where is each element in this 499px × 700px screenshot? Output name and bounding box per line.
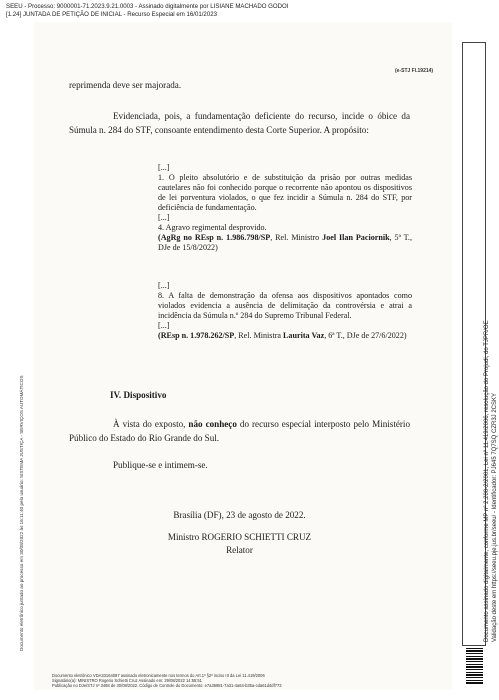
validation-line-1: Documento assinado digitalmente, conforme MP nº 2.200-2/2001, Lei nº 11.419/2006, resolução do Projudi, do TJPR/OE xyxy=(484,320,490,642)
left-vertical-note: Documento eletrônico juntado ao processo em 30/08/2022 às 16:11:40 pelo usuário: SISTEMA JUSTIÇA - SERVIÇOS AUTOMÁTICOS xyxy=(19,375,24,651)
page-stamp: (e-STJ Fl.19214) xyxy=(395,68,434,74)
quote-2-open: [...] xyxy=(158,281,170,290)
validation-line-2: Validação deste em https://seeu.pje.jus.br/seeu/ - Identificador: PJ645 7Q7SQ CZR3J 2CSKY xyxy=(492,392,498,642)
paragraph-2: Evidenciada, pois, a fundamentação deficiente do recurso, incide o óbice da Súmula n. 284 do STF, consoante entendimento desta Corte Superior. A propósito: xyxy=(69,111,410,135)
paragraph-3-end: do recurso especial interposto pelo Ministério Público do Estado do Rio Grande do Sul. xyxy=(69,419,410,443)
quote-block-2 xyxy=(158,281,412,341)
signer-role: Relator xyxy=(226,545,253,555)
paragraph-3-bold: não conheço xyxy=(188,419,237,429)
citation-1-date: , 5ª T., DJe de 15/8/2022) xyxy=(158,233,412,252)
footer-line-1: Documento eletrônico VDA33164097 assinado eletronicamente nos termos do Art.1º §2º inciso III da Lei 11.419/2006 xyxy=(52,673,265,678)
right-vertical-note xyxy=(483,320,499,642)
citation-1-judge: Joel Ilan Paciornik xyxy=(322,233,390,242)
footer-line-3: Publicação no DJe/STJ nº 3468 de 30/08/2022. Código de Controle do Documento: e7a36981-7a31-4a64-b35a-cda61d4df773 xyxy=(52,683,282,688)
quote-block-1 xyxy=(158,163,412,253)
signature-date: Brasília (DF), 23 de agosto de 2022. xyxy=(173,510,306,520)
quote-2-text: 8. A falta de demonstração da ofensa aos dispositivos apontados como violados evidencia a ausência de delimitação da controvérsia e atrai a incidência da Súmula n.º 284 do Supremo Tribunal Federal. xyxy=(158,291,412,320)
citation-1-rel: , Rel. Ministro xyxy=(270,233,323,242)
citation-2-rel: , Rel. Ministra xyxy=(234,331,284,340)
barcode xyxy=(466,648,483,684)
citation-2-judge: Laurita Vaz xyxy=(283,331,325,340)
quote-2-close: [...] xyxy=(158,321,170,330)
header-line-2: [1.24] JUNTADA DE PETIÇÃO DE INICIAL - Recurso Especial em 16/01/2023 xyxy=(6,11,217,18)
citation-1-case: (AgRg no REsp n. 1.986.798/SP xyxy=(158,233,271,242)
section-heading: IV. Dispositivo xyxy=(110,390,167,400)
quote-1-item-4: 4. Agravo regimental desprovido. xyxy=(158,223,267,232)
quote-1-citation xyxy=(158,233,412,253)
citation-2-date: , 6ª T., DJe de 27/6/2022) xyxy=(324,331,407,340)
quote-2-citation xyxy=(158,331,412,341)
header-line-1: SEEU - Processo: 9000001-71.2023.9.21.0003 - Assinado digitalmente por LISIANE MACHADO GODOI xyxy=(6,3,289,10)
paragraph-1: reprimenda deve ser majorada. xyxy=(69,80,182,90)
citation-2-case: (REsp n. 1.978.262/SP xyxy=(158,331,235,340)
paragraph-4: Publique-se e intimem-se. xyxy=(113,460,208,470)
quote-1-close: [...] xyxy=(158,213,170,222)
footer-line-2: Signatário(a): MINISTRO Rogerio Schietti Cruz Assinado em: 29/08/2022 14:55:51 xyxy=(52,678,202,683)
paragraph-3 xyxy=(69,417,410,445)
paragraph-3-start: À vista do exposto, xyxy=(113,419,189,429)
signer-name: Ministro ROGERIO SCHIETTI CRUZ xyxy=(167,532,312,542)
quote-1-open: [...] xyxy=(158,163,170,172)
quote-1-text: 1. O pleito absolutório e de substituição da prisão por outras medidas cautelares não foi conhecido porque o recorrente não apontou os dispositivos de lei porventura violados, o que fez incidir a Súmula n. 284 do STF, por deficiência de fundamentação. xyxy=(158,173,412,212)
